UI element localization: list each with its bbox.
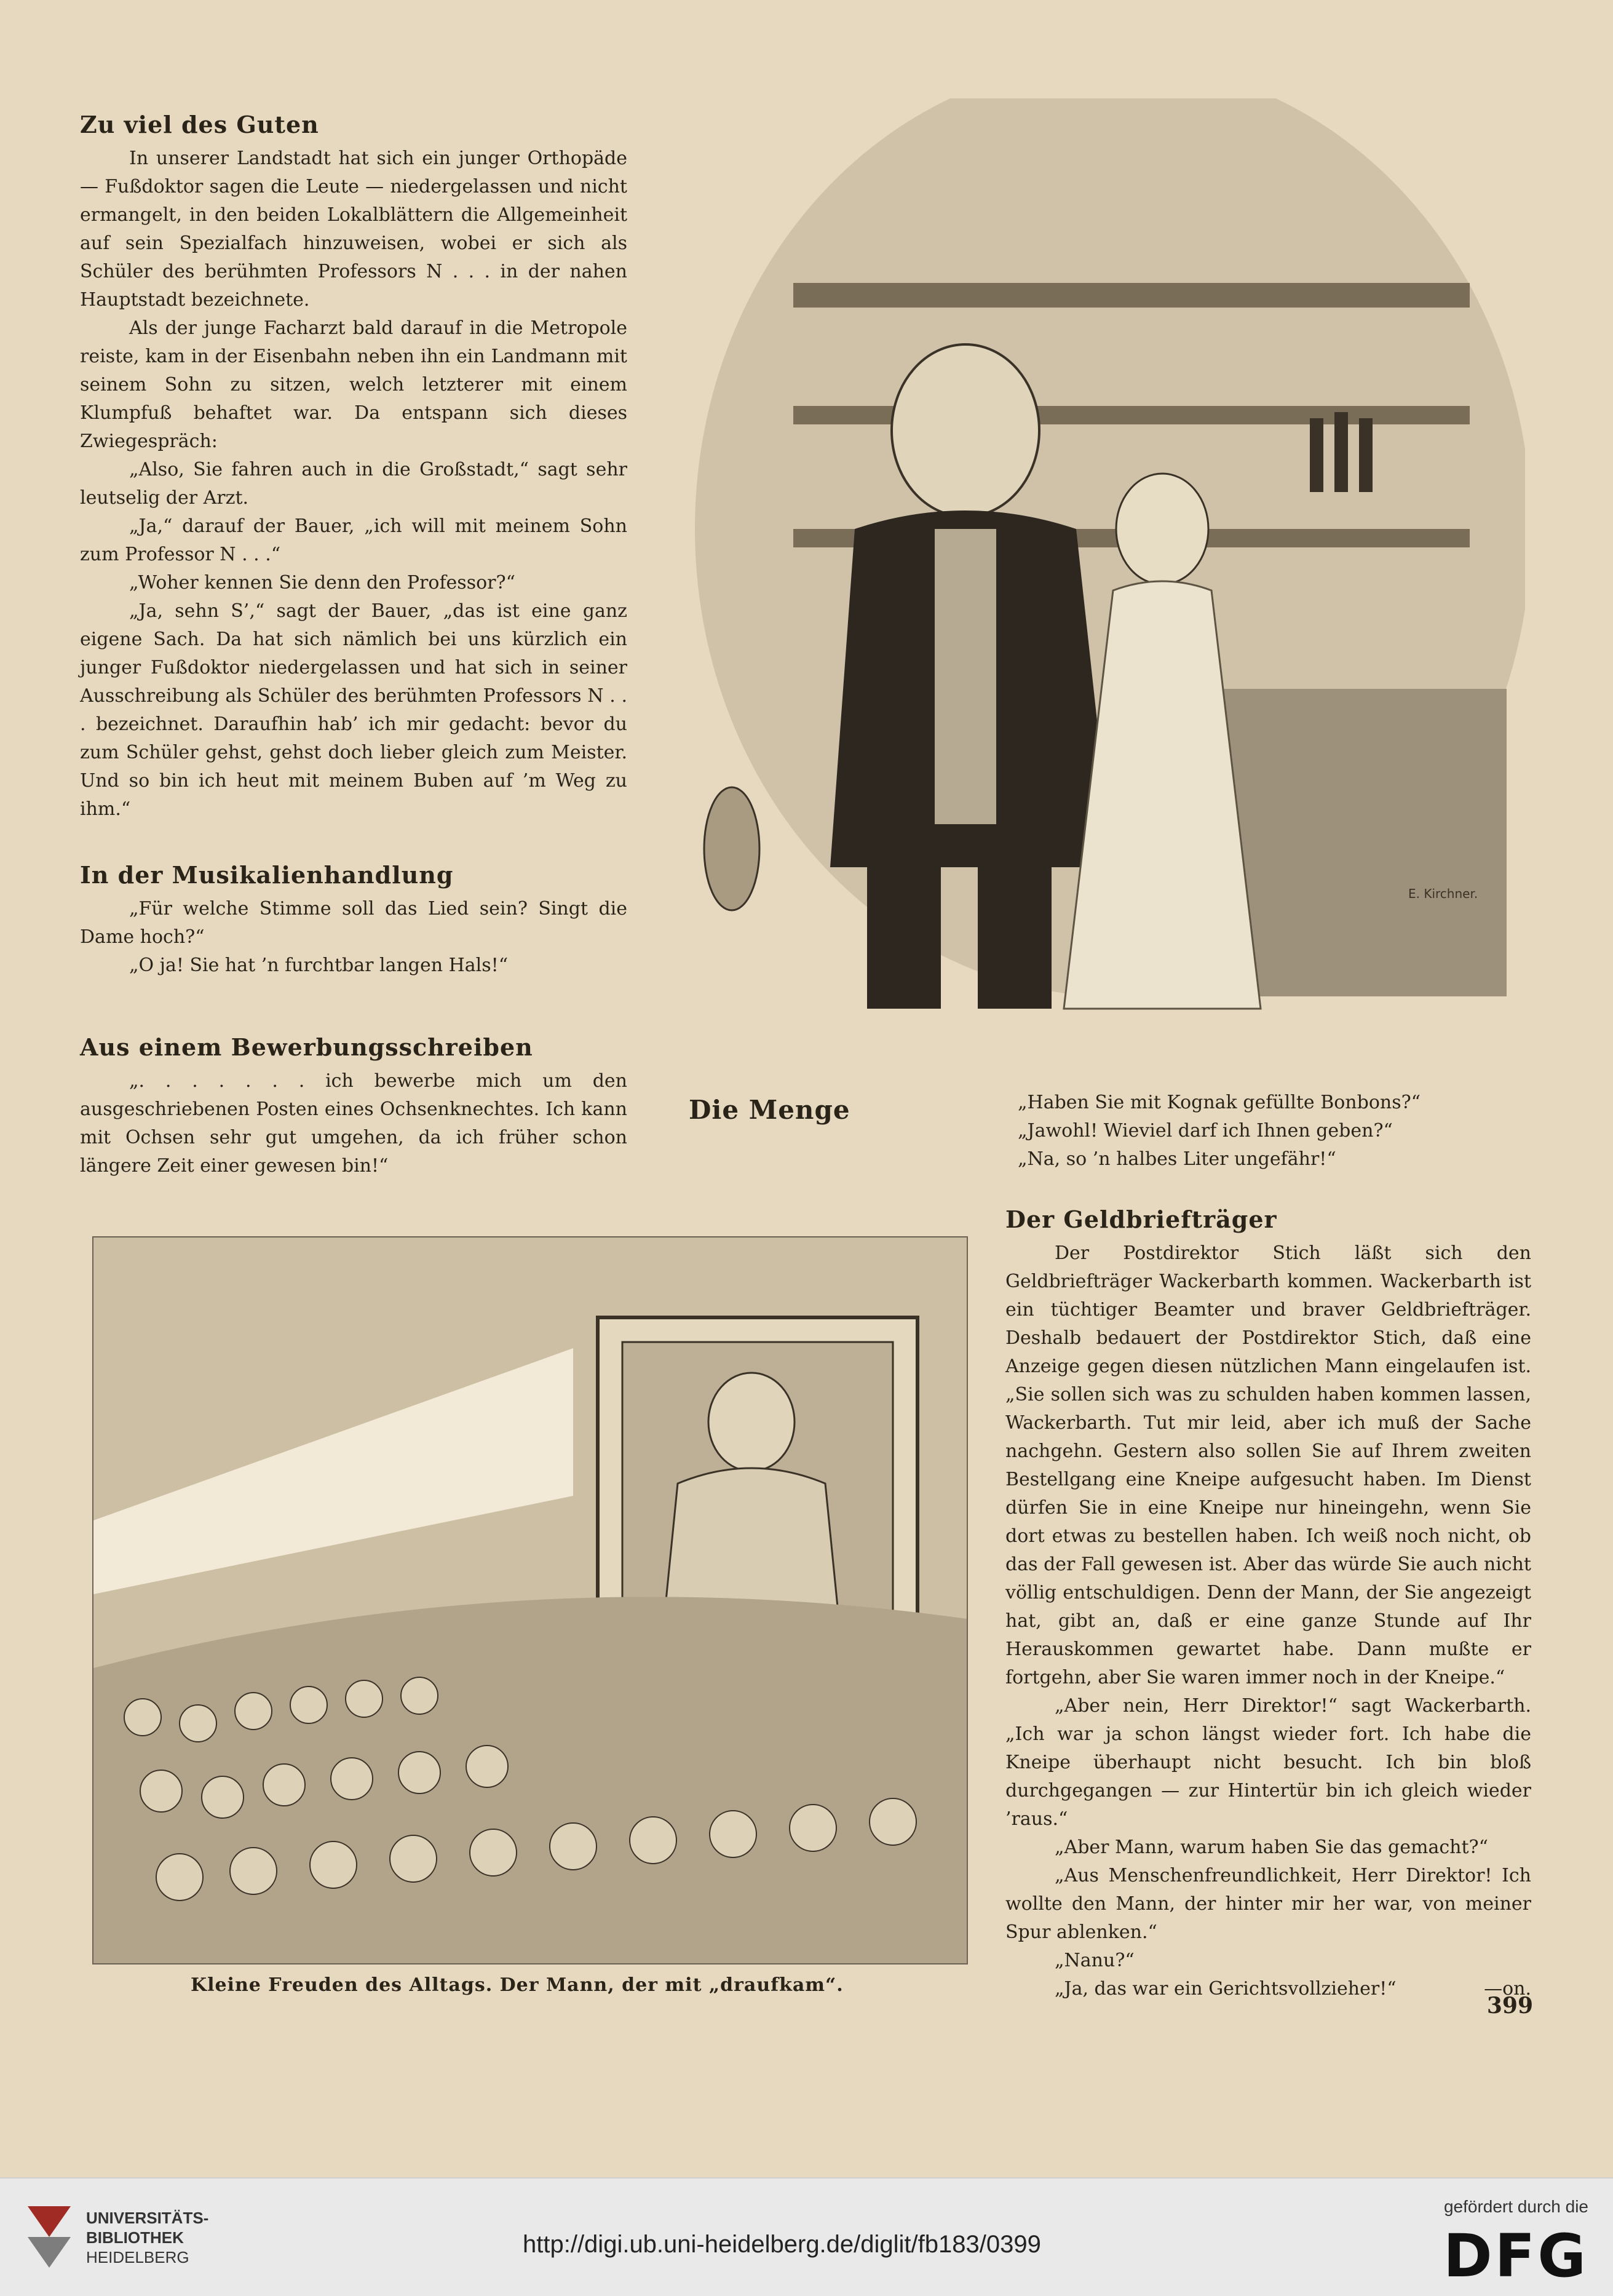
article-paragraph: „O ja! Sie hat ’n furchtbar langen Hals!“ (129, 955, 509, 976)
library-line: UNIVERSITÄTS- (86, 2209, 209, 2227)
menge-dialogue (1018, 1089, 1547, 1174)
article-paragraph: „Ja, sehn S’,“ sagt der Bauer, „das ist eine ganz eigene Sach. Da hat sich nämlich bei uns kürzlich ein junger Fußdoktor niedergelassen und hat sich in seiner Ausschreibung als Schüler des berühmten Professors N . . . bezeichnet. Daraufhin hab’ ich mir gedacht: bevor du zum Schüler gehst, gehst doch lieber gleich zum Meister. Und so bin ich heut mit meinem Buben auf ’m Weg zu ihm.“ (80, 600, 627, 820)
article-zu-viel-des-guten (80, 111, 627, 824)
article-title: Der Geldbriefträger (1005, 1206, 1277, 1233)
article-paragraph: „. . . . . . . ich bewerbe mich um den ausgeschriebenen Posten eines Ochsenknechtes. Ich kann mit Ochsen sehr gut umgehen, da ich früher schon längere Zeit einer gewesen bin!“ (80, 1070, 627, 1177)
illustration-bar-scene (670, 98, 1525, 1027)
bar-scene-drawing (670, 98, 1525, 1027)
caption-cinema: Kleine Freuden des Alltags. Der Mann, der mit „draufkam“. (191, 1974, 844, 1996)
article-title: Zu viel des Guten (80, 111, 319, 138)
dfg-logo: DFG (1443, 2222, 1588, 2290)
page-number: 399 (1486, 1993, 1533, 2019)
article-paragraph: „Ja,“ darauf der Bauer, „ich will mit meinem Sohn zum Professor N . . .“ (80, 515, 627, 565)
article-author: —on. (1484, 1978, 1531, 2000)
dialogue-line: „Na, so ’n halbes Liter ungefähr!“ (1018, 1148, 1336, 1170)
article-paragraph (1005, 1975, 1531, 2003)
illustration-cinema (92, 1236, 968, 1964)
article-paragraph: „Also, Sie fahren auch in die Großstadt,“ sagt sehr leutselig der Arzt. (80, 459, 627, 509)
article-paragraph: „Woher kennen Sie denn den Professor?“ (129, 572, 515, 594)
source-url[interactable]: http://digi.ub.uni-heidelberg.de/diglit/fb183/0399 (523, 2231, 1041, 2258)
article-paragraph: „Aber Mann, warum haben Sie das gemacht?“ (1055, 1837, 1488, 1858)
article-paragraph: „Aus Menschenfreundlichkeit, Herr Direktor! Ich wollte den Mann, der hinter mir her war, von meiner Spur ablenken.“ (1005, 1865, 1531, 1943)
cinema-drawing (93, 1237, 967, 1963)
article-paragraph: „Aber nein, Herr Direktor!“ sagt Wackerbarth. „Ich war ja schon längst wieder fort. Ich habe die Kneipe überhaupt nicht besucht. Ich bin bloß durchgegangen — zur Hintertür bin ich gleich wieder ’raus.“ (1005, 1695, 1531, 1830)
article-bewerbungsschreiben (80, 1033, 627, 1180)
article-title: In der Musikalienhandlung (80, 861, 454, 889)
caption-die-menge: Die Menge (689, 1095, 850, 1125)
article-paragraph: In unserer Landstadt hat sich ein junger Orthopäde — Fußdoktor sagen die Leute — niedergelassen und nicht ermangelt, in den beiden Lokalblättern die Allgemeinheit auf sein Spezialfach hinzuweisen, wobei er sich als Schüler des berühmten Professors N . . . in der nahen Hauptstadt bezeichnete. (80, 148, 627, 311)
university-name (86, 2208, 208, 2267)
funded-by-label: gefördert durch die (1443, 2197, 1588, 2216)
article-geldbrieftraeger (1005, 1206, 1531, 2003)
article-paragraph: „Nanu?“ (1055, 1950, 1135, 1971)
article-paragraph: „Für welche Stimme soll das Lied sein? Singt die Dame hoch?“ (80, 898, 627, 948)
artist-signature: E. Kirchner. (1408, 886, 1478, 901)
article-paragraph: Als der junge Facharzt bald darauf in die Metropole reiste, kam in der Eisenbahn neben ihn ein Landmann mit seinem Sohn zu sitzen, welch letzterer mit einem Klumpfuß behaftet war. Da entspann sich dieses Zwiegespräch: (80, 317, 627, 452)
article-last-line: „Ja, das war ein Gerichtsvollzieher!“ (1055, 1978, 1397, 2000)
article-musikalienhandlung (80, 861, 627, 980)
dialogue-line: „Jawohl! Wieviel darf ich Ihnen geben?“ (1018, 1120, 1393, 1142)
library-line: HEIDELBERG (86, 2248, 189, 2266)
article-paragraph: Der Postdirektor Stich läßt sich den Geldbriefträger Wackerbarth kommen. Wackerbarth ist ein tüchtiger Beamter und braver Geldbriefträger. Deshalb bedauert der Postdirektor Stich, daß eine Anzeige gegen diesen nützlichen Mann eingelaufen ist. „Sie sollen sich was zu schulden haben kommen lassen, Wackerbarth. Tut mir leid, aber ich muß der Sache nachgehn. Gestern also sollen Sie auf Ihrem zweiten Bestellgang eine Kneipe aufgesucht haben. Im Dienst dürfen Sie in eine Kneipe nur hineingehn, wenn Sie dort etwas zu bestellen haben. Ich weiß noch nicht, ob das der Fall gewesen ist. Aber das würde Sie auch nicht völlig entschuldigen. Denn der Mann, der Sie angezeigt hat, gibt an, daß er eine ganze Stunde auf Ihr Herauskommen gewartet habe. Dann mußte er fortgehn, aber Sie waren immer noch in der Kneipe.“ (1005, 1242, 1531, 1688)
university-logo-icon (25, 2203, 74, 2271)
dialogue-line: „Haben Sie mit Kognak gefüllte Bonbons?“ (1018, 1092, 1421, 1113)
article-title: Aus einem Bewerbungsschreiben (80, 1033, 533, 1061)
library-line: BIBLIOTHEK (86, 2228, 184, 2247)
footer-bar (0, 2177, 1613, 2296)
